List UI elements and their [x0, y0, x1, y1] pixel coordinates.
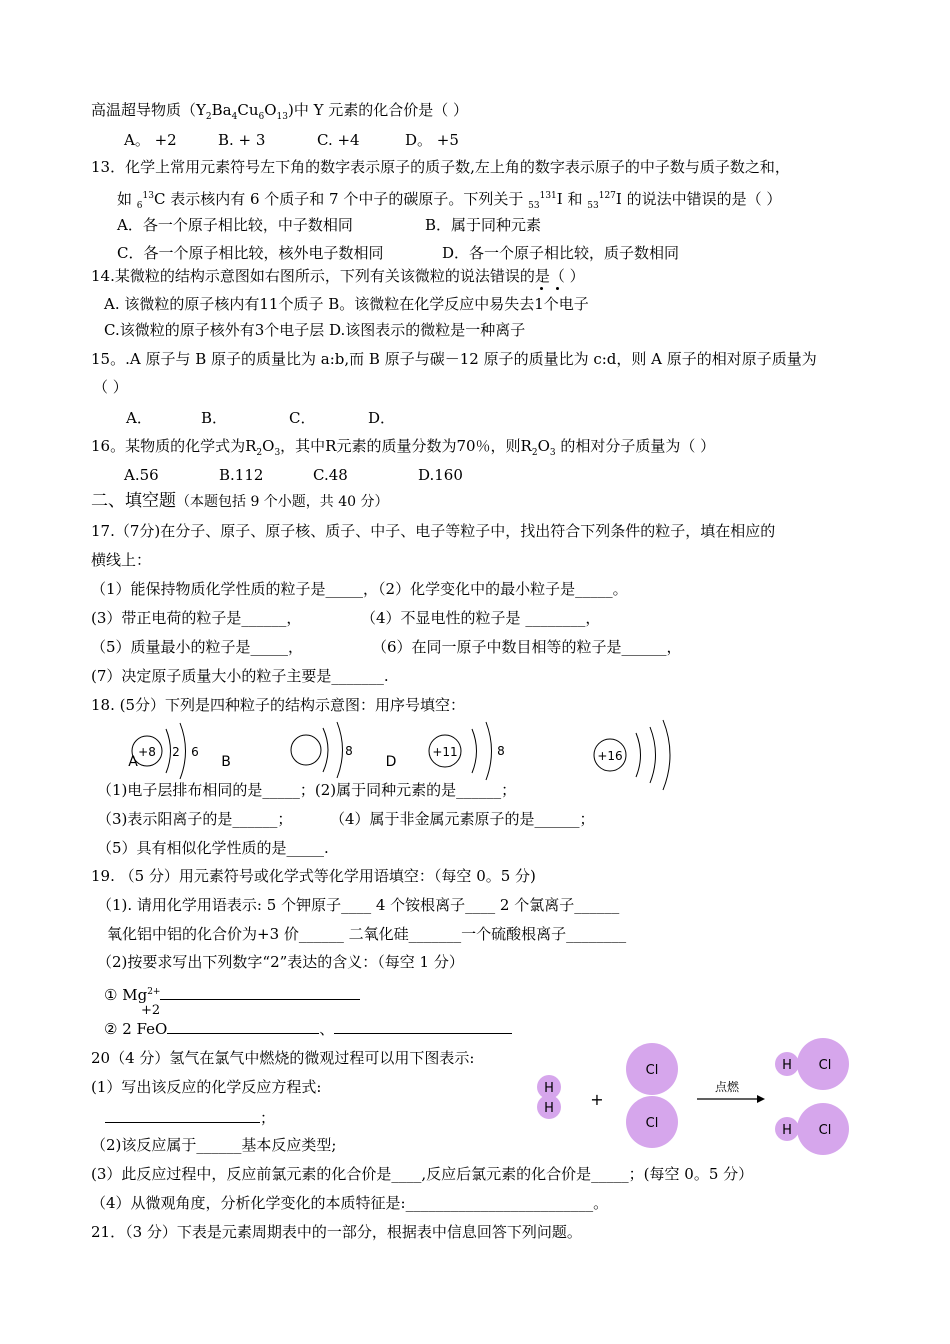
q16-option-c: C.48 — [313, 466, 348, 484]
atom-diagram-a — [128, 723, 199, 779]
q16-option-d: D.160 — [418, 466, 463, 484]
cl-atom-label: Cl — [645, 1116, 659, 1131]
q19-fe-valence: +2 — [141, 1003, 161, 1018]
h-atom-label: H — [544, 1101, 554, 1116]
q16-option-a: A.56 — [124, 466, 159, 484]
atom-diagram-c — [429, 722, 505, 780]
q12-option-d: D。 +5 — [405, 131, 459, 149]
atom-c-shell: 8 — [497, 744, 505, 758]
hcl-molecule — [775, 1103, 849, 1155]
cl-atom-label: Cl — [818, 1123, 832, 1138]
q19-part-1: （1). 请用化学用语表示: 5 个钾原子____ 4 个铵根离子____ 2 个氯离子______ — [97, 896, 620, 914]
atom-c-nucleus: +11 — [432, 745, 458, 759]
section-note: （本题包括 9 个小题，共 40 分） — [176, 494, 389, 510]
q13-stem-line2: 如 $_6^{13}$C 表示核内有 6 个质子和 7 个中子的碳原子。下列关于 $_{53}^{131}$I 和 $_{53}^{127}$I 的说法中错误的是（ ） — [117, 190, 782, 211]
h-atom-label: H — [782, 1123, 792, 1138]
q17-part-7: (7）决定原子质量大小的粒子主要是_______. — [91, 667, 389, 685]
reaction-arrow — [697, 1079, 765, 1103]
q14-options-ab: A. 该微粒的原子核内有11个质子 B。该微粒在化学反应中易失去1个电子 — [104, 295, 589, 313]
q19-stem: 19. （5 分）用元素符号或化学式等化学用语填空：（每空 0。5 分) — [91, 867, 536, 885]
q18-part-4: （4）属于非金属元素原子的是______； — [330, 810, 595, 828]
q13-option-c: C．各一个原子相比较，核外电子数相同 — [117, 244, 384, 262]
q12-option-c: C. +4 — [317, 131, 360, 149]
q13-option-a: A．各一个原子相比较，中子数相同 — [117, 216, 353, 234]
q18-part-1-2: （1)电子层排布相同的是_____；(2)属于同种元素的是______； — [97, 781, 517, 799]
q16-option-b: B.112 — [219, 466, 264, 484]
q20-part-2: （2)该反应属于______基本反应类型; — [91, 1136, 337, 1154]
q17-part-6: （6）在同一原子中数目相等的粒子是______， — [372, 638, 682, 656]
ignite-label: 点燃 — [714, 1080, 740, 1094]
cl-atom-label: Cl — [645, 1063, 659, 1078]
q12-option-a: A。 +2 — [124, 131, 177, 149]
chlorine-molecule — [626, 1043, 678, 1148]
q15-stem: 15。.A 原子与 B 原子的质量比为 a:b,而 B 原子与碳－12 原子的质量比为 c:d，则 A 原子的相对原子质量为 — [91, 350, 817, 368]
q17-part-4: （4）不显电性的粒子是 ________， — [361, 609, 601, 627]
q20-stem: 20（4 分）氢气在氯气中燃烧的微观过程可以用下图表示: — [91, 1049, 475, 1067]
atom-diagram-b — [291, 722, 353, 778]
answer-blank[interactable] — [105, 1107, 260, 1123]
q12-stem: 高温超导物质$(Y_2Ba_4Cu_6O_{13})$中 Y 元素的化合价是（ ） — [91, 101, 469, 122]
hydrogen-molecule — [537, 1075, 561, 1119]
q19-part-2: （2)按要求写出下列数字“2”表达的含义：（每空 1 分） — [97, 953, 464, 971]
hcl-molecule — [775, 1038, 849, 1090]
atom-b-shell: 8 — [345, 744, 353, 758]
q15-option-c: C． — [289, 409, 316, 427]
q19-mg-line: ① $Mg^{2+}$ — [104, 982, 360, 1005]
atom-a-label: A — [128, 754, 138, 770]
atom-diagram-d — [594, 720, 670, 790]
atom-d-nucleus: +16 — [597, 749, 623, 763]
h-atom-label: H — [782, 1058, 792, 1073]
section-title: 二、填空题 — [91, 491, 176, 511]
q13-stem-line1: 13．化学上常用元素符号左下角的数字表示原子的质子数,左上角的数字表示原子的中子数与质子数之和， — [91, 158, 790, 176]
q18-part-3: （3)表示阳离子的是______； — [97, 810, 293, 828]
q20-part-1-answer: ； — [105, 1107, 275, 1128]
atom-b-label: B — [221, 754, 231, 770]
q15-option-b: B． — [201, 409, 228, 427]
q17-part-5: （5）质量最小的粒子是_____， — [91, 638, 304, 656]
q14-stem: 14.某微粒的结构示意图如右图所示，下列有关该微粒的说法错误的是（ ） — [91, 267, 585, 285]
q20-part-1: (1）写出该反应的化学反应方程式: — [91, 1078, 322, 1096]
q17-part-3: (3）带正电荷的粒子是______， — [91, 609, 302, 627]
q13-option-b: B．属于同种元素 — [425, 216, 542, 234]
q15-option-d: D． — [368, 409, 396, 427]
q15-option-a: A． — [126, 409, 152, 427]
q13-option-d: D．各一个原子相比较，质子数相同 — [442, 244, 680, 262]
atom-a-nucleus: +8 — [138, 745, 156, 759]
atom-a-shell2: 6 — [191, 745, 199, 759]
q17-stem-line1: 17.（7分)在分子、原子、原子核、质子、中子、电子等粒子中，找出符合下列条件的粒子，填在相应的 — [91, 522, 776, 540]
q18-stem: 18. (5分）下列是四种粒子的结构示意图：用序号填空： — [91, 696, 466, 714]
atom-a-shell1: 2 — [172, 745, 180, 759]
h-atom-label: H — [544, 1081, 554, 1096]
q18-part-5: （5）具有相似化学性质的是_____. — [97, 839, 329, 857]
cl-atom-label: Cl — [818, 1058, 832, 1073]
q14-options-cd: C.该微粒的原子核外有3个电子层 D.该图表示的微粒是一种离子 — [104, 321, 526, 339]
q20-part-3: (3）此反应过程中，反应前氯元素的化合价是____,反应后氯元素的化合价是_____；(每空 0。5 分） — [91, 1165, 754, 1183]
plus-sign: + — [590, 1090, 604, 1109]
q17-part-1-2: （1）能保持物质化学性质的粒子是_____，（2）化学变化中的最小粒子是_____。 — [91, 580, 628, 598]
q17-stem-line2: 横线上： — [91, 551, 152, 569]
q20-part-4: （4）从微观角度，分析化学变化的本质特征是:_________________________。 — [91, 1194, 609, 1212]
q19-part-1b: 氧化铝中铝的化合价为+3 价______ 二氧化硅_______一个硫酸根离子________ — [107, 925, 627, 943]
answer-blank[interactable] — [167, 1018, 319, 1034]
q12-option-b: B. + 3 — [218, 131, 266, 149]
q21-stem: 21．（3 分）下表是元素周期表中的一部分，根据表中信息回答下列问题。 — [91, 1223, 582, 1241]
answer-blank[interactable] — [160, 984, 360, 1000]
atom-d-label: D — [385, 754, 397, 770]
answer-blank[interactable] — [334, 1018, 512, 1034]
q16-stem: 16。某物质的化学式为$R_2O_3$，其中R元素的质量分数为70％，则$R_2O_3$ 的相对分子质量为（ ） — [91, 437, 716, 458]
q15-paren: （ ） — [93, 378, 128, 396]
q19-feo-line: ② 2 FeO 、 — [104, 1018, 512, 1039]
